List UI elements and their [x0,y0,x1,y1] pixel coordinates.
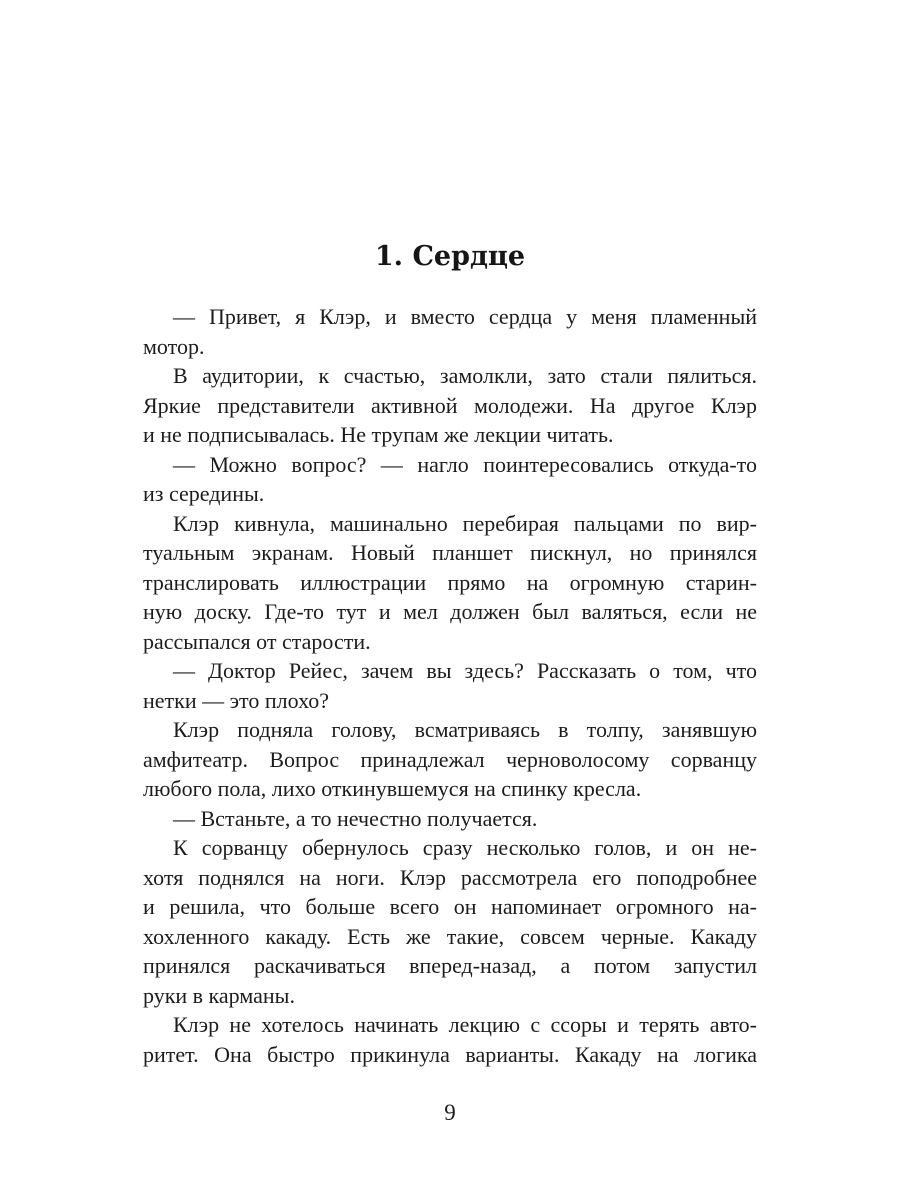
text-line: — Привет, я Клэр, и вместо сердца у меня пламенный [173,304,757,329]
text-line: хохленного какаду. Есть же такие, совсем черные. Какаду [143,923,757,949]
text-line: любого пола, лихо откинувшемуся на спинку кресла. [143,776,642,801]
text-line: Клэр подняла голову, всматриваясь в толпу, занявшую [173,717,757,742]
chapter-title: 1. Сердце [374,241,526,272]
text-line: из середины. [143,481,265,506]
text-line: К сорванцу обернулось сразу несколько голов, и он не- [173,835,757,860]
text-line: принялся раскачиваться вперед-назад, а потом запустил [143,953,757,978]
text-line: Клэр не хотелось начинать лекцию с ссоры и терять авто- [173,1012,757,1037]
text-line: туальным экранам. Новый планшет пискнул, но принялся [143,540,757,565]
text-line: ритет. Она быстро прикинула варианты. Какаду на логика [143,1041,757,1067]
text-line: амфитеатр. Вопрос принадлежал черноволосому сорванцу [143,746,757,772]
text-line: и не подписывалась. Не трупам же лекции читать. [143,422,614,447]
text-line: Клэр кивнула, машинально перебирая пальцами по вир- [173,510,757,536]
text-line: — Доктор Рейес, зачем вы здесь? Рассказать о том, что [173,658,757,683]
text-line: ную доску. Где-то тут и мел должен был валяться, если не [143,599,757,624]
text-line: хотя поднялся на ноги. Клэр рассмотрела его поподробнее [143,864,757,890]
text-line: мотор. [143,333,205,359]
text-line: Яркие представители активной молодежи. На другое Клэр [143,392,757,418]
text-line: транслировать иллюстрации прямо на огромную старин- [143,569,757,595]
text-line: нетки — это плохо? [143,687,330,713]
text-line: рассыпался от старости. [143,628,371,654]
body-text [143,302,757,1069]
text-line: руки в карманы. [143,982,295,1008]
text-line: В аудитории, к счастью, замолкли, зато стали пялиться. [173,363,757,388]
text-line: — Встаньте, а то нечестно получается. [173,805,538,831]
page-number: 9 [444,1100,456,1125]
text-line: и решила, что больше всего он напоминает огромного на- [143,894,757,919]
text-line: — Можно вопрос? — нагло поинтересовались откуда-то [173,451,757,477]
